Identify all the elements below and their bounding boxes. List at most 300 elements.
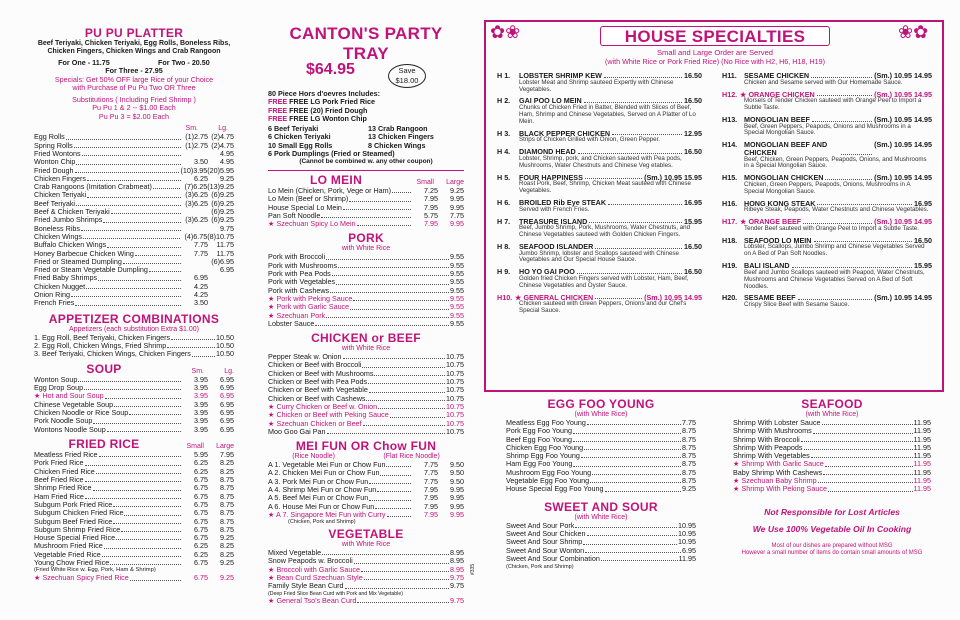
item-name [34, 376, 77, 384]
item-name [733, 419, 821, 427]
item-label: Szechuan Pork [276, 311, 326, 320]
item-label: Shrimp With Vegetables [733, 452, 810, 461]
item-label: Egg Rolls [34, 133, 65, 142]
house-price: 12.95 [684, 128, 702, 138]
item-price: 9.50 [450, 469, 464, 478]
menu-row [268, 195, 464, 203]
star-icon: ★ [733, 485, 742, 494]
house-item [497, 294, 702, 315]
item-price: 9.25 [220, 534, 234, 543]
item-price: (10)3.95 [180, 166, 208, 175]
item-price: 7.95 [220, 451, 234, 460]
menu-row [268, 574, 464, 582]
house-item [497, 72, 702, 93]
item-price: 10.95 [678, 521, 696, 530]
item-price: 6.25 [194, 550, 208, 559]
item-name [34, 225, 80, 233]
item-price: 9.55 [450, 294, 464, 303]
item-name [34, 426, 106, 434]
item-price: 7.95 [424, 485, 438, 494]
soup-list [34, 376, 234, 434]
item-label: 2. Egg Roll, Chicken Wings, Fried Shrimp [34, 341, 167, 350]
menu-row [34, 417, 234, 425]
house-name: HO YO GAI POO [519, 267, 575, 277]
house-title: HOUSE SPECIALTIES [624, 27, 806, 46]
menu-row [506, 460, 696, 468]
item-name [268, 461, 385, 469]
menu-row [34, 158, 234, 166]
item-name [268, 262, 337, 270]
item-name [268, 361, 361, 369]
menu-row [34, 526, 234, 534]
footer-l2: We Use 100% Vegetable Oil In Cooking [752, 523, 912, 534]
item-label: Pan Soft Noodle [268, 211, 321, 220]
meifun-list [268, 461, 464, 519]
party-note: (Cannot be combined w. any other coupon) [299, 158, 433, 166]
item-label: Pork Noodle Soup [34, 417, 93, 426]
menu-row [268, 353, 464, 361]
item-label: Family Style Bean Curd [268, 582, 344, 591]
veg-note: (Deep Fried Slice Bean Curd with Pork and Mix Vegetable) [268, 590, 403, 597]
item-name [733, 485, 827, 493]
pupu-items: Beef Teriyaki, Chicken Teriyaki, Egg Rolls, Boneless Ribs, Chicken Fingers, Chicken Wings and Crab Rangoon [37, 40, 231, 55]
house-name: BLACK PEPPER CHICKEN [519, 128, 611, 138]
item-name [268, 420, 362, 428]
item-label: Shrimp With Broccoli [733, 435, 800, 444]
menu-row [34, 191, 234, 199]
house-price: 16.95 [914, 198, 932, 208]
party-title: CANTON'S PARTY TRAY [289, 24, 443, 63]
menu-row [34, 225, 234, 233]
item-name [268, 287, 329, 295]
item-label: Sweet And Sour Shrimp [506, 538, 583, 547]
house-code: H 2. [497, 96, 511, 106]
menu-row [268, 253, 464, 261]
item-name [268, 557, 353, 565]
item-price: 9.50 [450, 477, 464, 486]
pupu-subs: Substitutions ( Including Fried Shrimp ) [72, 95, 196, 105]
item-label: Wonton Chip [34, 158, 76, 167]
star-icon: ★ [740, 217, 747, 227]
item-name [34, 401, 113, 409]
item-name [268, 428, 326, 436]
house-price: 15.95 [684, 216, 702, 226]
party-last: 6 Pork Dumplings (Fried or Steamed) [268, 149, 395, 159]
item-name [506, 427, 572, 435]
menu-row [733, 452, 931, 460]
house-code: H11. [722, 71, 737, 80]
house-price: (Sm.) 10.95 14.95 [874, 217, 932, 227]
item-name [34, 559, 109, 567]
house-name: TREASURE ISLAND [519, 216, 588, 226]
house-item [497, 130, 702, 145]
item-label: Beef & Chicken Teriyaki [34, 208, 110, 217]
house-desc: Morsels of Tender Chicken sauteed with Orange Peel to Import a Subtle Taste. [744, 97, 922, 111]
item-price: 7.75 [194, 241, 208, 250]
item-name [268, 187, 391, 195]
party-line-1: FREE LG Pork Fried Rice [289, 97, 376, 107]
item-label: Chicken or Beef with Mushrooms [268, 369, 374, 378]
item-price: 9.25 [220, 559, 234, 568]
star-icon: ★ [740, 89, 747, 99]
item-name [506, 547, 584, 555]
menu-row [268, 469, 464, 477]
item-name [34, 258, 122, 266]
item-price: 7.95 [424, 502, 438, 511]
item-name [733, 460, 824, 468]
menu-row [34, 150, 234, 158]
item-label: Chicken or Beef with Broccoli [268, 361, 362, 370]
menu-row [506, 436, 696, 444]
item-label: Szechuan Chicken or Beef [276, 419, 362, 428]
rice-list [34, 451, 234, 567]
item-price: (6)9.25 [211, 199, 234, 208]
item-price: 6.95 [682, 546, 696, 555]
item-label: Shrimp With Garlic Sauce [741, 460, 824, 469]
item-name [268, 403, 377, 411]
item-price: 7.95 [424, 494, 438, 503]
item-price: (13)9.25 [207, 183, 234, 192]
star-icon: ★ [268, 565, 277, 574]
item-name [34, 518, 112, 526]
item-price: 10.75 [446, 361, 464, 370]
item-label: Mushroom Fried Rice [34, 542, 103, 551]
house-code: H13. [722, 114, 738, 124]
item-name [34, 167, 74, 175]
item-price: (3)6.25 [185, 191, 208, 200]
house-price: (Sm.) 10.95 14.95 [874, 71, 932, 80]
menu-row [733, 460, 931, 468]
menu-row [268, 386, 464, 394]
menu-row [268, 287, 464, 295]
item-label: Bean Curd Szechuan Style [276, 574, 363, 583]
item-name [34, 534, 115, 542]
item-label: Beef Egg Foo Young [506, 435, 572, 444]
item-price: 8.25 [220, 459, 234, 468]
menu-row [506, 444, 696, 452]
item-price: 9.55 [450, 311, 464, 320]
item-label: Shrimp Fried Rice [34, 484, 92, 493]
menu-row [34, 274, 234, 282]
house-name: SESAME BEEF [744, 293, 796, 303]
item-label: Sweet And Sour Wonton [506, 546, 585, 555]
item-price: (3)6.25 [185, 216, 208, 225]
house-item [722, 141, 932, 170]
item-name [268, 212, 320, 220]
house-price: 16.50 [684, 71, 702, 80]
house-name: MONGOLIAN CHICKEN [744, 173, 824, 183]
item-price: 6.95 [220, 375, 234, 384]
item-label: Pork Fried Rice [34, 459, 84, 468]
item-label: Pork with Broccoli [268, 253, 326, 262]
house-code: H18. [722, 235, 738, 245]
item-name [506, 555, 600, 563]
house-item [722, 174, 932, 195]
menu-row [34, 409, 234, 417]
item-name [268, 411, 389, 419]
item-price: (2)4.75 [211, 133, 234, 142]
chick-title: CHICKEN or BEEF [311, 331, 421, 346]
item-price: (6)6.95 [211, 257, 234, 266]
item-label: Honey Barbecue Chicken Wing [34, 249, 134, 258]
item-price: 5.75 [424, 211, 438, 220]
lomein-title: LO MEIN [309, 172, 363, 187]
menu-row [34, 133, 234, 141]
menu-row [268, 262, 464, 270]
item-label: Lo Mein (Beef or Shrimp) [268, 195, 349, 204]
item-name [34, 509, 123, 517]
item-price: 11.95 [913, 485, 931, 494]
house-price: (Sm.) 10.95 15.95 [644, 172, 702, 182]
item-name [268, 478, 368, 486]
house-code: H 9. [497, 267, 511, 277]
item-name [34, 493, 84, 501]
house-item [497, 97, 702, 125]
menu-row [34, 451, 234, 459]
item-name [268, 204, 342, 212]
menu-row [34, 200, 234, 208]
item-price: (6)9.25 [211, 208, 234, 217]
item-label: Snow Peapods w. Broccoli [268, 557, 353, 566]
item-price: 11.95 [913, 468, 931, 477]
item-price: (1)2.75 [185, 133, 208, 142]
item-name [268, 386, 368, 394]
item-label: Sweet And Sour Chicken [506, 529, 586, 538]
item-price: 10.75 [446, 402, 464, 411]
menu-row [34, 484, 234, 492]
item-label: Moo Goo Gai Pan [268, 427, 326, 436]
item-name [34, 250, 134, 258]
pupu-for-one: For One - 11.75 [58, 58, 110, 67]
item-price: 8.75 [220, 517, 234, 526]
item-price: (4)6.75 [184, 232, 208, 241]
menu-row [268, 312, 464, 320]
pork-sub: with White Rice [341, 245, 391, 253]
item-name [34, 291, 70, 299]
house-price: 16.95 [684, 198, 702, 208]
item-label: Subgum Chicken Fried Rice [34, 509, 124, 518]
footer-l1: Not Responsible for Lost Articles [764, 506, 900, 517]
item-label: Chicken or Beef with Vegetable [268, 386, 368, 395]
house-desc: Beef, Green Peppers, Peapods, Onions and Mushrooms in a Special Mongolian Sauce. [744, 122, 911, 137]
rice-spicy-row: ★ Szechuan Spicy Fried Rice 6.75 9.25 [34, 574, 234, 583]
item-price: 9.95 [450, 502, 464, 511]
item-price: 6.95 [220, 384, 234, 393]
sas-title: SWEET AND SOUR [544, 499, 658, 514]
item-label: Lo Mein (Chicken, Pork, Vege or Ham) [268, 186, 392, 195]
pupu-for-three: For Three - 27.95 [105, 66, 163, 76]
star-icon: ★ [733, 477, 742, 486]
item-price: 7.95 [424, 220, 438, 229]
menu-row [506, 469, 696, 477]
combo-title: APPETIZER COMBINATIONS [48, 311, 220, 326]
house-price: 15.95 [914, 261, 932, 271]
item-label: Lobster Sauce [268, 319, 315, 328]
menu-row [506, 555, 696, 563]
item-name [268, 582, 344, 590]
item-price: 11.95 [913, 460, 931, 469]
menu-row [268, 503, 464, 511]
house-name: GENERAL CHICKEN [523, 292, 594, 302]
item-name [268, 486, 376, 494]
item-label: Pork with Cashews [268, 286, 330, 295]
item-price: 3.95 [194, 425, 208, 434]
item-label: Baby Shrimp With Cashews [733, 468, 823, 477]
item-price: 8.95 [450, 549, 464, 558]
menu-row [268, 411, 464, 419]
item-name [268, 312, 325, 320]
menu-row [34, 376, 234, 384]
menu-row [506, 547, 696, 555]
menu-row [506, 522, 696, 530]
item-name [34, 133, 65, 141]
menu-row [268, 582, 464, 590]
soup-title: SOUP [86, 361, 122, 376]
item-name [506, 436, 572, 444]
item-label: Ham Egg Foo Young [506, 460, 573, 469]
item-label: Subgum Beef Fried Rice [34, 517, 113, 526]
house-desc: Beef, Jumbo Shrimp, Pork, Mushrooms, Water Chestnuts, and Chinese Vegetables sauteed with Golden Chicken Fingers. [519, 224, 691, 239]
menu-row [268, 370, 464, 378]
menu-row [268, 303, 464, 311]
item-price: 8.95 [450, 557, 464, 566]
item-label: Meatless Fried Rice [34, 451, 98, 460]
menu-row [34, 501, 234, 509]
item-name [34, 542, 103, 550]
item-name [34, 417, 92, 425]
party-grid-b: 13 Chicken Fingers [368, 132, 434, 142]
item-price: 6.25 [194, 542, 208, 551]
house-desc: Served with French Fries. [519, 205, 590, 213]
item-price: 4.95 [220, 149, 234, 158]
menu-row [34, 534, 234, 542]
seafood-sub: (with White Rice) [805, 411, 859, 418]
item-label: Chicken Wings [34, 232, 82, 241]
house-desc: Jumbo Shrimp, lobster and Scallops sauteed with Chinese Vegetables and Our Special House Sauce. [519, 249, 679, 264]
item-price: 6.75 [194, 509, 208, 518]
item-price: 5.95 [194, 451, 208, 460]
item-price [182, 208, 208, 216]
item-price: 11.95 [913, 427, 931, 436]
item-label: Wontons Noodle Soup [34, 425, 106, 434]
item-name [34, 526, 120, 534]
menu-row [268, 278, 464, 286]
item-name [34, 150, 81, 158]
item-label: Beef Fried Rice [34, 476, 84, 485]
item-name [34, 283, 85, 291]
combo-sub: Appetizers (each substitution Extra $1.00) [69, 325, 199, 333]
item-price: 9.25 [450, 186, 464, 195]
item-name [34, 484, 92, 492]
house-price: (Sm.) 10.95 14.95 [874, 114, 932, 124]
star-icon: ★ [268, 419, 277, 428]
item-price: 11.75 [216, 249, 234, 258]
item-price: 6.75 [194, 476, 208, 485]
pupu-for-two: For Two - 20.50 [158, 58, 210, 67]
item-price [182, 258, 208, 266]
house-item [722, 218, 932, 233]
menu-row [733, 485, 931, 493]
menu-row [506, 538, 696, 546]
item-price: 9.55 [450, 270, 464, 279]
menu-row [268, 212, 464, 220]
house-left-list [497, 72, 702, 319]
star-icon: ★ [268, 574, 277, 583]
star-icon: ★ [268, 294, 277, 303]
item-price: 6.95 [194, 274, 208, 283]
house-desc: Ribeye Steak, Peapods, Water Chestnuts and Chinese Vegetables. [744, 206, 929, 214]
veg-title: VEGETABLE [328, 527, 404, 542]
party-grid-b: 13 Crab Rangoon [368, 124, 428, 134]
item-price: (6)9.25 [211, 191, 234, 200]
house-price: (Sm.) 10.95 14.95 [874, 89, 932, 99]
house-code: H19. [722, 261, 738, 271]
item-price: 3.95 [194, 400, 208, 409]
item-price: 8.75 [682, 443, 696, 452]
menu-row [34, 241, 234, 249]
pupu-subs1: Pu Pu 1 & 2 -- $1.00 Each [92, 103, 176, 113]
item-price: 9.55 [450, 303, 464, 312]
house-desc: Golden fried Chicken Fingers served with Lobster, Ham, Beef, Chinese Vegetables and Oyster Sauce. [519, 274, 689, 289]
item-price: (20)5.95 [207, 166, 234, 175]
item-price: 9.55 [450, 278, 464, 287]
house-item [497, 243, 702, 264]
item-name [268, 511, 386, 519]
item-price: 9.50 [450, 461, 464, 470]
item-price: 8.25 [220, 550, 234, 559]
item-price: 6.95 [220, 400, 234, 409]
item-price: 10.75 [446, 427, 464, 436]
menu-row [34, 401, 234, 409]
star-icon: ★ [268, 411, 277, 420]
star-icon: ★ [268, 220, 277, 229]
menu-row [733, 419, 931, 427]
item-label: Fried Dough [34, 166, 74, 175]
item-label: Chicken Egg Foo Young [506, 443, 584, 452]
menu-row [268, 511, 464, 519]
item-price: 8.75 [682, 435, 696, 444]
footer-l4: However a small number of items do contain small amounts of MSG [741, 550, 923, 557]
item-name [34, 183, 152, 191]
meifun-s1: (Rice Noodle) [292, 453, 335, 461]
house-name: BROILED Rib Eye STEAK [519, 198, 607, 208]
item-price: 8.75 [220, 509, 234, 518]
item-price: 7.95 [424, 195, 438, 204]
column-left [34, 26, 234, 583]
item-price: 11.95 [913, 443, 931, 452]
house-code: H 3. [497, 128, 511, 138]
pork-title: PORK [348, 231, 384, 246]
house-name: LOBSTER SHRIMP KEW [519, 71, 602, 80]
house-price: (Sm.) 10.95 14.95 [874, 173, 932, 183]
item-name [506, 419, 586, 427]
menu-row [268, 461, 464, 469]
item-price: 11.95 [678, 554, 696, 563]
item-name [733, 436, 800, 444]
menu-row [34, 334, 234, 342]
item-price: 11.95 [913, 477, 931, 486]
menu-row [34, 175, 234, 183]
item-name [34, 158, 75, 166]
house-name: SESAME CHICKEN [744, 71, 810, 80]
item-name [34, 142, 73, 150]
item-price: 6.95 [220, 266, 234, 275]
item-name [34, 274, 97, 282]
item-name [34, 200, 75, 208]
item-price: 10.75 [446, 386, 464, 395]
house-name: HONG KONG STEAK [744, 198, 816, 208]
house-desc: Tender Beef sauteed with Orange Peel to Import a Subtle Taste. [744, 224, 919, 232]
